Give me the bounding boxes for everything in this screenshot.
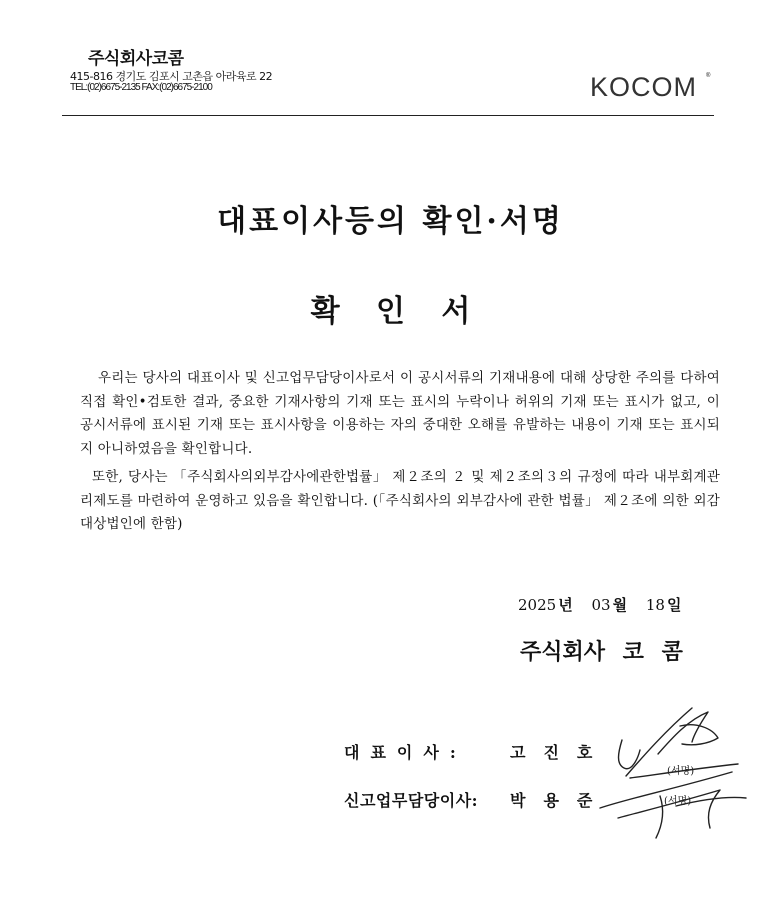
ceo-name: 고진호	[510, 743, 611, 762]
company-address: 415-816 경기도 김포시 고촌읍 아라육로 22	[70, 70, 273, 83]
document-title: 대표이사등의 확인·서명	[217, 204, 564, 239]
registered-mark: ®	[706, 73, 711, 79]
company-name: 주식회사코콤	[88, 49, 184, 69]
signing-date	[518, 594, 695, 615]
date-day-unit: 일	[666, 596, 682, 614]
disclosure-officer-role-label: 신고업무담당이사:	[344, 791, 479, 810]
date-month: 03	[591, 596, 611, 614]
ceo-signature-mark: (서명)	[667, 766, 695, 777]
company-tel-fax: TEL:(02)6675-2135 FAX:(02)6675-2100	[70, 82, 212, 93]
ceo-role-label: 대표이사:	[344, 743, 467, 762]
date-day: 18	[645, 596, 665, 614]
header-divider	[62, 115, 714, 116]
date-year: 2025	[518, 596, 557, 614]
date-month-unit: 월	[612, 596, 628, 614]
kocom-logo: KOCOM	[590, 72, 698, 102]
disclosure-officer-name: 박용준	[510, 791, 611, 810]
disclosure-officer-signature-mark: (서명)	[664, 796, 692, 807]
signing-company: 주식회사 코 콤	[520, 640, 683, 665]
handwritten-signature	[560, 698, 760, 848]
confirmation-paragraph: 우리는 당사의 대표이사 및 신고업무담당이사로서 이 공시서류의 기재내용에 대해 상당한 주의를 다하여 직접 확인•검토한 결과, 중요한 기재사항의 기재 또는 표시의 누락이나 허위의 기재 또는 표시가 없고, 이 공시서류에 표시된 기재 또는 표시사항을 이용하는 자의 중대한 오해를 유발하는 내용이 기재 또는 표시되지 아니하였음을 확인합니다.	[80, 370, 720, 457]
internal-control-paragraph: 또한, 당사는 「주식회사의외부감사에관한법률」 제２조의 ２ 및 제２조의３의 규정에 따라 내부회계관리제도를 마련하여 운영하고 있음을 확인합니다. (「주식회사의 외부감사에 관한 법률」 제２조에 의한 외감대상법인에 한함)	[80, 469, 720, 532]
document-subtitle: 확 인 서	[310, 294, 471, 329]
date-year-unit: 년	[558, 596, 573, 614]
